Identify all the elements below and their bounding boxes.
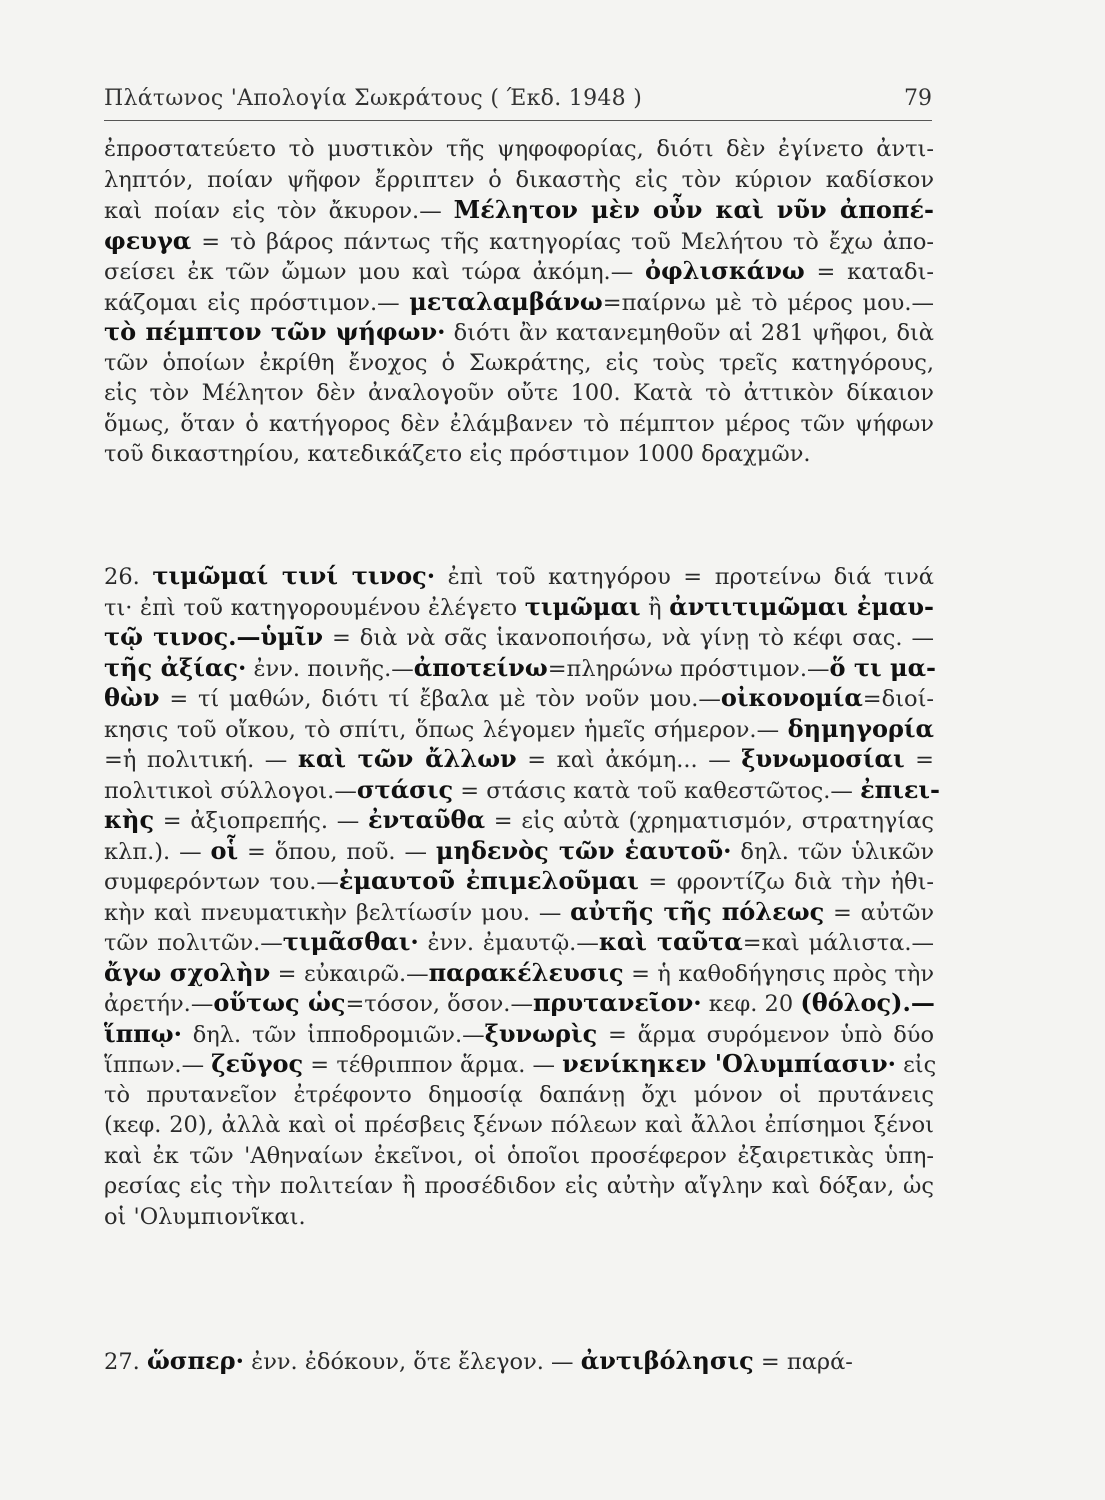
lemma-term: ὅ τι μα-: [829, 653, 936, 682]
text-line: [104, 434, 934, 474]
lemma-term: (θόλος).—: [800, 988, 935, 1017]
gloss-text: ἐπροστατεύετο τὸ μυστικὸν τῆς ψηφοφορίας, διότι δὲν ἐγίνετο ἀντι-: [104, 136, 934, 162]
gloss-text: κὴν καὶ πνευματικὴν βελτίωσίν μου. —: [104, 900, 571, 926]
gloss-text: τοῦ δικαστηρίου, κατεδικάζετο εἰς πρόστιμον 1000 δραχμῶν.: [104, 441, 811, 467]
gloss-text: = καὶ ἀκόμη... —: [516, 747, 742, 773]
gloss-text: =καὶ μάλιστα.—: [742, 930, 935, 956]
gloss-text: = τὸ βάρος πάντως τῆς κατηγορίας τοῦ Μελήτου τὸ ἔχω ἀπο-: [191, 229, 934, 255]
lemma-term: καὶ ταῦτα: [598, 927, 743, 956]
gloss-text: 27.: [104, 1349, 147, 1375]
lemma-term: οἰκονομία: [720, 683, 863, 712]
gloss-text: εἰς: [895, 1052, 937, 1078]
lemma-term: νενίκηκεν 'Ολυμπίασιν·: [562, 1049, 896, 1078]
gloss-text: τι· ἐπὶ τοῦ κατηγορουμένου ἐλέγετο: [104, 595, 525, 621]
lemma-term: τῆς ἀξίας·: [104, 653, 247, 682]
lemma-term: τὸ πέμπτον τῶν ψήφων·: [104, 317, 446, 346]
lemma-term: ἀποτείνω: [413, 653, 548, 682]
gloss-text: δηλ. τῶν ὑλικῶν: [731, 839, 935, 865]
lemma-term: ἄγω σχολὴν: [104, 958, 271, 987]
gloss-text: τῶν ὁποίων ἐκρίθη ἔνοχος ὁ Σωκράτης, εἰς τοὺς τρεῖς κατηγόρους,: [104, 350, 934, 376]
lemma-term: ζεῦγος: [211, 1049, 304, 1078]
gloss-text: =παίρνω μὲ τὸ μέρος μου.—: [602, 290, 934, 316]
gloss-text: = ἀξιοπρεπής. —: [154, 808, 369, 834]
gloss-text: = εὐκαιρῶ.—: [270, 961, 429, 987]
lemma-term: ὥσπερ·: [146, 1346, 244, 1375]
gloss-text: ἐπὶ τοῦ κατηγόρου = προτείνω διά τινά: [435, 564, 935, 590]
gloss-text: = εἰς αὐτὰ (χρηματισμόν, στρατηγίας: [485, 808, 934, 834]
lemma-term: οἷ: [210, 836, 239, 865]
gloss-text: = τέθριππον ἅρμα. —: [303, 1052, 563, 1078]
gloss-text: = τί μαθών, διότι τί ἔβαλα μὲ τὸν νοῦν μου.—: [159, 686, 721, 712]
lemma-term: αὐτῆς τῆς πόλεως: [570, 897, 825, 926]
gloss-text: =ἡ πολιτική. —: [104, 747, 298, 773]
gloss-text: ληπτόν, ποίαν ψῆφον ἔρριπτεν ὁ δικαστὴς εἰς τὸν κύριον καδίσκον: [104, 167, 934, 193]
gloss-text: ἐνν. ἐδόκουν, ὅτε ἔλεγον. —: [243, 1349, 581, 1375]
gloss-text: = στάσις κατὰ τοῦ καθεστῶτος.—: [453, 778, 861, 804]
text-line: [104, 1197, 934, 1237]
gloss-text: συμφερόντων του.—: [104, 869, 339, 895]
gloss-text: = φροντίζω διὰ τὴν ἠθι-: [638, 869, 934, 895]
lemma-term: τιμῶμαι: [524, 592, 641, 621]
lemma-term: παρακέλευσις: [428, 958, 624, 987]
gloss-text: δηλ. τῶν ἱπποδρομιῶν.—: [181, 1022, 485, 1048]
gloss-text: κλπ.). —: [104, 839, 211, 865]
lemma-term: ἀντιτιμῶμαι ἐμαυ-: [669, 592, 934, 621]
gloss-text: = ἅρμα συρόμενον ὑπὸ δύο: [597, 1022, 934, 1048]
gloss-text: = ὅπου, ποῦ. —: [238, 839, 436, 865]
lemma-term: πρυτανεῖον·: [532, 988, 702, 1017]
text-line: [104, 1341, 934, 1381]
gloss-text: =τόσον, ὅσον.—: [345, 991, 533, 1017]
lemma-term: δημηγορία: [787, 714, 934, 743]
lemma-term: ἐνταῦθα: [368, 805, 486, 834]
lemma-term: ἵππῳ·: [104, 1019, 182, 1048]
gloss-text: τὸ πρυτανεῖον ἐτρέφοντο δημοσίᾳ δαπάνῃ ὄχι μόνον οἱ πρυτάνεις: [104, 1082, 934, 1108]
lemma-term: ὀφλισκάνω: [644, 256, 805, 285]
gloss-text: (κεφ. 20), ἀλλὰ καὶ οἱ πρέσβεις ξένων πόλεων καὶ ἄλλοι ἐπίσημοι ξένοι: [104, 1112, 934, 1138]
lemma-term: κὴς: [104, 805, 155, 834]
gloss-text: = παρά-: [753, 1349, 853, 1375]
lemma-term: ἐμαυτοῦ ἐπιμελοῦμαι: [338, 866, 639, 895]
gloss-text: =πληρώνω πρόστιμον.—: [547, 656, 830, 682]
gloss-text: διότι ἂν κατανεμηθοῦν αἱ 281 ψῆφοι, διὰ: [445, 320, 935, 346]
gloss-text: =: [904, 747, 934, 773]
gloss-text: ἵππων.—: [104, 1052, 212, 1078]
page-number: 79: [904, 86, 932, 111]
gloss-text: ἀρετήν.—: [104, 991, 214, 1017]
lemma-term: στάσις: [356, 775, 454, 804]
lemma-term: ἀντιβόλησις: [580, 1346, 754, 1375]
gloss-text: κησις τοῦ οἴκου, τὸ σπίτι, ὅπως λέγομεν ἡμεῖς σήμερον.—: [104, 717, 788, 743]
gloss-text: = καταδι-: [804, 259, 934, 285]
lemma-term: μεταλαμβάνω: [409, 287, 603, 316]
gloss-text: 26.: [104, 564, 153, 590]
gloss-text: = αὐτῶν: [824, 900, 934, 926]
lemma-term: ξυνωμοσίαι: [741, 744, 905, 773]
lemma-term: τιμῶμαί τινί τινος·: [152, 561, 436, 590]
gloss-text: = διὰ νὰ σᾶς ἱκανοποιήσω, νὰ γίνῃ τὸ κέφι σας. —: [323, 625, 935, 651]
gloss-text: ἐνν. ποινῆς.—: [246, 656, 414, 682]
gloss-text: κεφ. 20: [701, 991, 801, 1017]
gloss-text: ἢ: [640, 595, 670, 621]
gloss-text: ρεσίας εἰς τὴν πολιτείαν ἢ προσέδιδον εἰς αὐτὴν αἴγλην καὶ δόξαν, ὡς: [104, 1173, 934, 1199]
gloss-text: = ἡ καθοδήγησις πρὸς τὴν: [623, 961, 935, 987]
lemma-term: ἐπιει-: [860, 775, 940, 804]
gloss-text: εἰς τὸν Μέλητον δὲν ἀναλογοῦν οὔτε 100. Κατὰ τὸ ἀττικὸν δίκαιον: [104, 380, 934, 406]
running-header: [104, 80, 932, 121]
gloss-text: σείσει ἐκ τῶν ὤμων μου καὶ τώρα ἀκόμη.—: [104, 259, 645, 285]
lemma-term: οὕτως ὡς: [213, 988, 346, 1017]
gloss-text: =διοί-: [862, 686, 934, 712]
gloss-text: πολιτικοὶ σύλλογοι.—: [104, 778, 357, 804]
gloss-text: ὅμως, ὅταν ὁ κατήγορος δὲν ἐλάμβανεν τὸ πέμπτον μέρος τῶν ψήφων: [104, 411, 934, 437]
gloss-text: καὶ ποίαν εἰς τὸν ἄκυρον.—: [104, 198, 454, 224]
gloss-text: κάζομαι εἰς πρόστιμον.—: [104, 290, 410, 316]
lemma-term: ξυνωρὶς: [484, 1019, 598, 1048]
lemma-term: τῷ τινος.—ὑμῖν: [104, 622, 324, 651]
header-title: Πλάτωνος 'Απολογία Σωκράτους ( Έκδ. 1948 ): [104, 86, 643, 111]
gloss-text: καὶ ἐκ τῶν 'Αθηναίων ἐκεῖνοι, οἱ ὁποῖοι προσέφερον ἐξαιρετικὰς ὑπη-: [104, 1143, 934, 1169]
lemma-term: τιμᾶσθαι·: [282, 927, 419, 956]
lemma-term: μηδενὸς τῶν ἑαυτοῦ·: [435, 836, 732, 865]
gloss-text: τῶν πολιτῶν.—: [104, 930, 283, 956]
gloss-text: ἐνν. ἐμαυτῷ.—: [418, 930, 599, 956]
lemma-term: καὶ τῶν ἄλλων: [297, 744, 517, 773]
gloss-text: οἱ 'Ολυμπιονῖκαι.: [104, 1204, 306, 1230]
lemma-term: Μέλητον μὲν οὖν καὶ νῦν ἀποπέ-: [453, 195, 935, 224]
lemma-term: θὼν: [104, 683, 160, 712]
lemma-term: φευγα: [104, 226, 192, 255]
